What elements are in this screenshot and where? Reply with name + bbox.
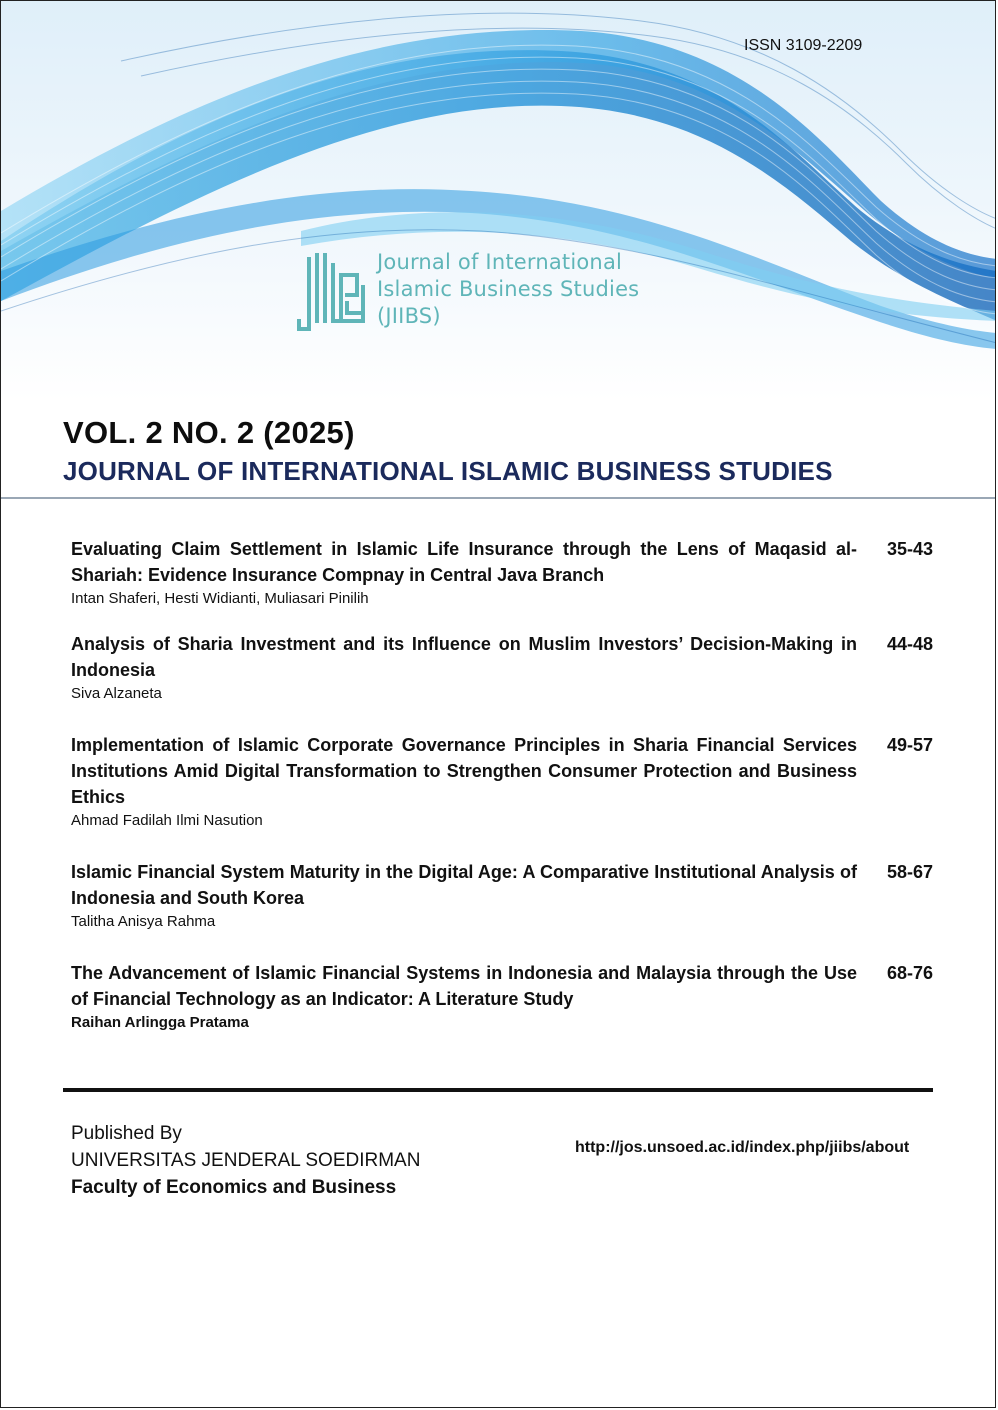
published-by-label: Published By bbox=[71, 1123, 182, 1144]
article-title[interactable]: The Advancement of Islamic Financial Systems in Indonesia and Malaysia through the Use of Financial Technology as an Indicator: A Literature Study bbox=[71, 963, 857, 1009]
journal-url-link[interactable]: http://jos.unsoed.ac.id/index.php/jiibs/about bbox=[575, 1139, 910, 1156]
article-pages: 44-48 bbox=[886, 634, 933, 654]
logo-line-3: (JIIBS) bbox=[377, 304, 441, 328]
issue-volume: VOL. 2 NO. 2 (2025) bbox=[63, 415, 355, 450]
logo-wordmark bbox=[377, 249, 639, 330]
publisher-faculty: Faculty of Economics and Business bbox=[71, 1177, 397, 1198]
article-pages: 58-67 bbox=[886, 862, 933, 882]
article-title[interactable]: Implementation of Islamic Corporate Governance Principles in Sharia Financial Services Institutions Amid Digital Transformation to Strengthen Consumer Protection and Business Ethics bbox=[71, 735, 857, 807]
footer-divider bbox=[63, 1088, 933, 1092]
article-authors: Raihan Arlingga Pratama bbox=[71, 1014, 249, 1031]
publisher-block bbox=[71, 1120, 420, 1201]
logo-line-1: Journal of International bbox=[377, 250, 623, 274]
jiibs-logo-mark-icon bbox=[295, 249, 367, 333]
wave-banner bbox=[1, 1, 996, 501]
header-divider bbox=[1, 497, 996, 499]
toc-item[interactable] bbox=[71, 732, 935, 831]
article-authors: Siva Alzaneta bbox=[71, 685, 162, 702]
journal-name: JOURNAL OF INTERNATIONAL ISLAMIC BUSINESS STUDIES bbox=[63, 456, 833, 486]
article-pages: 35-43 bbox=[886, 539, 933, 559]
article-authors: Talitha Anisya Rahma bbox=[71, 913, 216, 930]
article-pages: 68-76 bbox=[886, 963, 933, 983]
toc-item[interactable] bbox=[71, 960, 935, 1033]
article-pages: 49-57 bbox=[886, 735, 933, 755]
logo-line-2: Islamic Business Studies bbox=[377, 277, 640, 301]
publisher-university: UNIVERSITAS JENDERAL SOEDIRMAN bbox=[71, 1150, 421, 1171]
article-title[interactable]: Evaluating Claim Settlement in Islamic Life Insurance through the Lens of Maqasid al-Shariah: Evidence Insurance Compnay in Central Java Branch bbox=[71, 539, 857, 585]
article-authors: Ahmad Fadilah Ilmi Nasution bbox=[71, 812, 263, 829]
toc-item[interactable] bbox=[71, 631, 935, 704]
table-of-contents bbox=[71, 536, 935, 1033]
article-title[interactable]: Islamic Financial System Maturity in the Digital Age: A Comparative Institutional Analysis of Indonesia and South Korea bbox=[71, 862, 857, 908]
article-authors: Intan Shaferi, Hesti Widianti, Muliasari Pinilih bbox=[71, 590, 369, 607]
toc-item[interactable] bbox=[71, 859, 935, 932]
article-title[interactable]: Analysis of Sharia Investment and its Influence on Muslim Investors’ Decision-Making in Indonesia bbox=[71, 634, 857, 680]
toc-item[interactable] bbox=[71, 536, 935, 609]
issn-label: ISSN 3109-2209 bbox=[744, 37, 863, 54]
journal-logo bbox=[295, 249, 675, 333]
